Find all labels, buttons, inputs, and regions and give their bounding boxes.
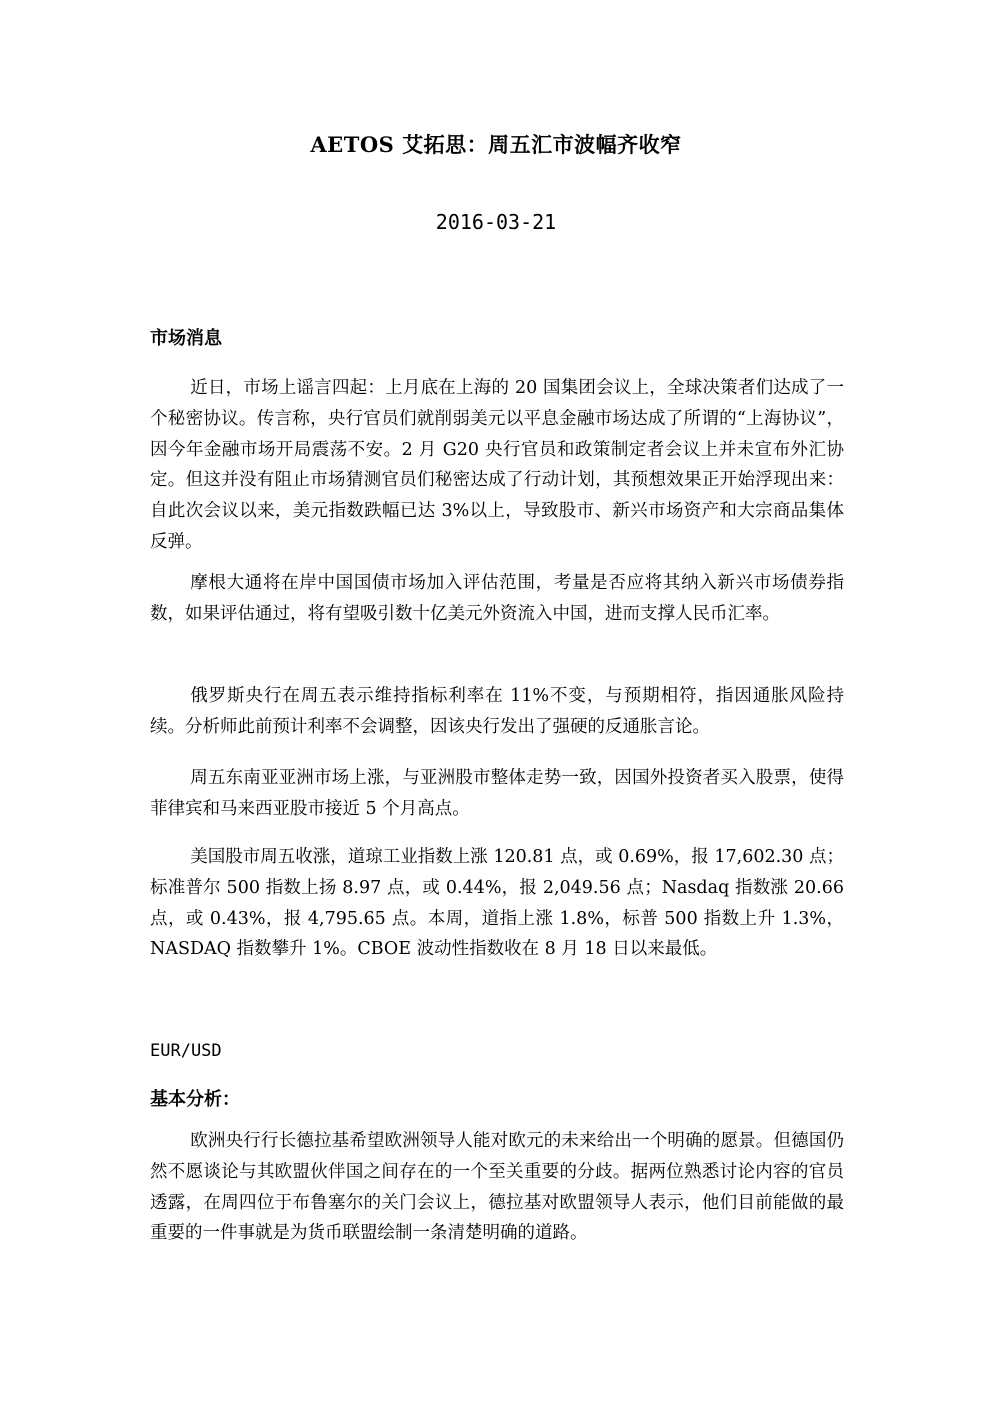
fundamental-analysis-heading: 基本分析：	[150, 1089, 240, 1110]
eurusd-analysis-paragraph-1: 欧洲央行行长德拉基希望欧洲领导人能对欧元的未来给出一个明确的愿景。但德国仍然不愿谈论与其欧盟伙伴国之间存在的一个至关重要的分歧。据两位熟悉讨论内容的官员透露，在周四位于布鲁塞尔的关门会议上，德拉基对欧盟领导人表示，他们目前能做的最重要的一件事就是为货币联盟绘制一条清楚明确的道路。	[150, 1131, 844, 1244]
market-news-paragraph-5: 美国股市周五收涨，道琼工业指数上涨 120.81 点，或 0.69%，报 17,602.30 点；标准普尔 500 指数上扬 8.97 点，或 0.44%，报 2,049.56 点；Nasdaq 指数涨 20.66 点，或 0.43%，报 4,795.65 点。本周，道指上涨 1.8%，标普 500 指数上升 1.3%，NASDAQ 指数攀升 1%。CBOE 波动性指数收在 8 月 18 日以来最低。	[150, 847, 844, 960]
market-news-paragraph-3: 俄罗斯央行在周五表示维持指标利率在 11%不变，与预期相符，指因通胀风险持续。分析师此前预计利率不会调整，因该央行发出了强硬的反通胀言论。	[150, 686, 844, 737]
document-title: AETOS 艾拓思：周五汇市波幅齐收窄	[310, 132, 682, 157]
market-news-paragraph-2: 摩根大通将在岸中国国债市场加入评估范围，考量是否应将其纳入新兴市场债券指数，如果评估通过，将有望吸引数十亿美元外资流入中国，进而支撑人民币汇率。	[150, 573, 844, 624]
currency-pair-label: EUR/USD	[150, 1041, 222, 1061]
market-news-paragraph-4: 周五东南亚亚洲市场上涨，与亚洲股市整体走势一致，因国外投资者买入股票，使得菲律宾和马来西亚股市接近 5 个月高点。	[150, 768, 844, 819]
market-news-heading: 市场消息	[150, 328, 222, 349]
document-date: 2016-03-21	[435, 210, 557, 234]
market-news-paragraph-1: 近日，市场上谣言四起：上月底在上海的 20 国集团会议上，全球决策者们达成了一个秘密协议。传言称，央行官员们就削弱美元以平息金融市场达成了所谓的“上海协议”，因今年金融市场开局震荡不安。2 月 G20 央行官员和政策制定者会议上并未宣布外汇协定。但这并没有阻止市场猜测官员们秘密达成了行动计划，其预想效果正开始浮现出来：自此次会议以来，美元指数跌幅已达 3%以上，导致股市、新兴市场资产和大宗商品集体反弹。	[150, 378, 844, 552]
